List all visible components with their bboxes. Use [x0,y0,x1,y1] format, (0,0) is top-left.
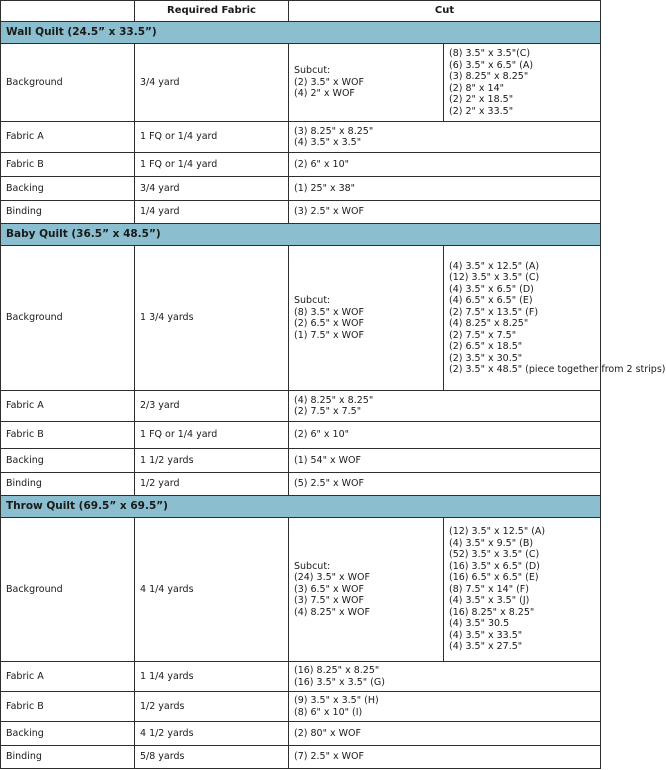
cut-list [294,429,595,441]
fabric-name-cell: Backing [1,449,135,473]
cut-cell [289,473,601,496]
cut-list [294,183,595,195]
cut-list-line: (2) 7.5" x 7.5" [294,406,362,417]
cut-list-line: (4) 3.5" x 3.5" [294,137,362,148]
subcut-list-line: (4) 2" x WOF [294,88,355,100]
section-header-row [1,496,601,518]
cut-pieces-list-line: (4) 8.25" x 8.25" [449,318,529,329]
fabric-name-cell: Fabric A [1,662,135,692]
cut-cell [289,692,601,722]
cut-cell [289,391,601,422]
subcut-list-line: (4) 8.25" x WOF [294,606,370,618]
header-cut: Cut [289,1,601,22]
section-title: Throw Quilt (69.5” x 69.5”) [1,496,601,518]
fabric-name-cell: Fabric B [1,153,135,177]
cut-pieces-list-line: (2) 6.5" x 18.5" [449,341,523,352]
section-title: Wall Quilt (24.5” x 33.5”) [1,22,601,44]
subcut-list-line: Subcut: [294,65,331,77]
cut-cell [289,122,601,153]
cut-list [294,695,595,718]
cut-list-line: (4) 8.25" x 8.25" [294,394,374,406]
section-header-row [1,224,601,246]
table-row [1,449,601,473]
required-fabric-cell: 1 1/4 yards [135,662,289,692]
cut-pieces-list-line: (12) 3.5" x 12.5" (A) [449,526,546,538]
fabric-name-cell: Fabric B [1,692,135,722]
cut-pieces-list-line: (4) 3.5" x 9.5" (B) [449,537,534,549]
required-fabric-cell: 2/3 yard [135,391,289,422]
required-fabric-cell: 5/8 yards [135,746,289,769]
cut-list [294,206,595,218]
subcut-list [294,295,438,341]
subcut-list-line: (1) 7.5" x WOF [294,329,364,341]
required-fabric-cell: 4 1/4 yards [135,518,289,662]
table-row [1,518,601,662]
cut-pieces-list-line: (16) 3.5" x 6.5" (D) [449,560,540,572]
cut-pieces-list-line: (12) 3.5" x 3.5" (C) [449,272,540,283]
subcut-cell [289,518,444,662]
cut-list-line: (16) 8.25" x 8.25" [294,665,380,676]
header-blank [1,1,135,22]
table-row [1,391,601,422]
cut-list [294,159,595,171]
cut-cell [289,177,601,201]
subcut-list-line: (2) 3.5" x WOF [294,76,364,88]
fabric-name-cell: Fabric A [1,391,135,422]
required-fabric-cell: 4 1/2 yards [135,722,289,746]
cut-list [294,395,595,418]
cut-pieces-list-line: (4) 3.5" x 3.5" (J) [449,595,530,607]
table-row [1,422,601,449]
fabric-name-cell: Background [1,518,135,662]
required-fabric-cell: 3/4 yard [135,44,289,122]
required-fabric-cell: 3/4 yard [135,177,289,201]
cut-list-line: (16) 3.5" x 3.5" (G) [294,676,385,688]
subcut-list-line: (2) 6.5" x WOF [294,318,364,329]
cut-pieces-list-line: (2) 2" x 33.5" [449,105,514,117]
table-row [1,473,601,496]
cut-list [294,126,595,149]
cut-pieces-list-line: (16) 8.25" x 8.25" [449,606,535,618]
required-fabric-cell: 1 3/4 yards [135,246,289,391]
subcut-list-line: Subcut: [294,560,331,572]
cut-pieces-list-line: (4) 3.5" x 33.5" [449,629,523,641]
header-required-fabric: Required Fabric [135,1,289,22]
fabric-name-cell: Binding [1,746,135,769]
fabric-name-cell: Fabric A [1,122,135,153]
cut-list [294,751,595,763]
table-row [1,177,601,201]
cut-pieces-list-line: (4) 6.5" x 6.5" (E) [449,295,533,306]
section-title: Baby Quilt (36.5” x 48.5”) [1,224,601,246]
required-fabric-cell: 1 FQ or 1/4 yard [135,122,289,153]
cut-list-line: (1) 54" x WOF [294,454,361,466]
subcut-cell [289,44,444,122]
cut-list [294,728,595,740]
subcut-list [294,561,438,619]
cut-list-line: (3) 8.25" x 8.25" [294,125,374,137]
required-fabric-cell: 1 1/2 yards [135,449,289,473]
table-row [1,722,601,746]
cut-pieces-list-line: (2) 8" x 14" [449,82,505,94]
required-fabric-cell: 1/2 yard [135,473,289,496]
cut-pieces-list-line: (52) 3.5" x 3.5" (C) [449,549,540,561]
cut-pieces-list-line: (16) 6.5" x 6.5" (E) [449,572,539,584]
required-fabric-cell: 1/2 yards [135,692,289,722]
cut-pieces-cell [444,44,601,122]
cut-pieces-list-line: (3) 8.25" x 8.25" [449,71,529,82]
table-row [1,153,601,177]
cut-pieces-list-line: (4) 3.5" x 12.5" (A) [449,260,540,272]
table-row [1,746,601,769]
fabric-name-cell: Binding [1,473,135,496]
cut-list-line: (2) 6" x 10" [294,158,350,170]
subcut-list-line: (24) 3.5" x WOF [294,572,370,584]
cut-list-line: (5) 2.5" x WOF [294,478,364,490]
cut-pieces-list-line: (2) 3.5" x 30.5" [449,352,523,364]
cut-pieces-list-line: (2) 2" x 18.5" [449,94,514,105]
subcut-list-line: Subcut: [294,295,331,306]
cut-pieces-list [449,48,595,117]
cut-cell [289,449,601,473]
cut-list [294,478,595,490]
cut-pieces-list-line: (2) 7.5" x 13.5" (F) [449,306,539,318]
cut-pieces-list-line: (4) 3.5" 30.5 [449,618,510,630]
cut-cell [289,746,601,769]
required-fabric-cell: 1/4 yard [135,201,289,224]
cut-cell [289,422,601,449]
cut-pieces-list-line: (6) 3.5" x 6.5" (A) [449,59,534,71]
cut-pieces-list-line: (8) 3.5" x 3.5"(C) [449,48,531,59]
subcut-list [294,65,438,100]
table-row [1,122,601,153]
table-row [1,201,601,224]
table-row [1,692,601,722]
cut-list [294,455,595,467]
table-row [1,662,601,692]
cut-cell [289,722,601,746]
cut-list [294,665,595,688]
cut-pieces-list [449,526,595,653]
cut-list-line: (7) 2.5" x WOF [294,751,364,763]
fabric-name-cell: Binding [1,201,135,224]
table-row [1,246,601,391]
cut-pieces-list-line: (4) 3.5" x 27.5" [449,641,523,653]
fabric-name-cell: Fabric B [1,422,135,449]
cut-pieces-list-line: (8) 7.5" x 14" (F) [449,583,529,595]
cut-pieces-list-line: (4) 3.5" x 6.5" (D) [449,283,534,295]
cut-list-line: (9) 3.5" x 3.5" (H) [294,695,379,706]
cut-pieces-list-line: (2) 3.5" x 48.5" (piece together from 2 strips) [449,364,666,375]
cut-pieces-list-line: (2) 7.5" x 7.5" [449,329,517,341]
fabric-name-cell: Backing [1,177,135,201]
cut-cell [289,662,601,692]
cut-pieces-cell [444,518,601,662]
subcut-list-line: (3) 7.5" x WOF [294,595,364,607]
cut-pieces-list [449,260,666,376]
table-row [1,44,601,122]
subcut-list-line: (8) 3.5" x WOF [294,306,364,318]
cut-list-line: (8) 6" x 10" (I) [294,706,363,718]
cut-list-line: (2) 6" x 10" [294,429,350,441]
fabric-name-cell: Background [1,246,135,391]
cut-list-line: (1) 25" x 38" [294,182,356,194]
header-row [1,1,601,22]
table-body [1,22,666,769]
fabric-name-cell: Backing [1,722,135,746]
subcut-cell [289,246,444,391]
section-header-row [1,22,601,44]
required-fabric-cell: 1 FQ or 1/4 yard [135,153,289,177]
cut-list-line: (3) 2.5" x WOF [294,206,364,218]
subcut-list-line: (3) 6.5" x WOF [294,583,364,595]
cut-cell [289,201,601,224]
cut-cell [289,153,601,177]
fabric-name-cell: Background [1,44,135,122]
cut-list-line: (2) 80" x WOF [294,727,361,739]
required-fabric-cell: 1 FQ or 1/4 yard [135,422,289,449]
cut-pieces-cell [444,246,666,391]
